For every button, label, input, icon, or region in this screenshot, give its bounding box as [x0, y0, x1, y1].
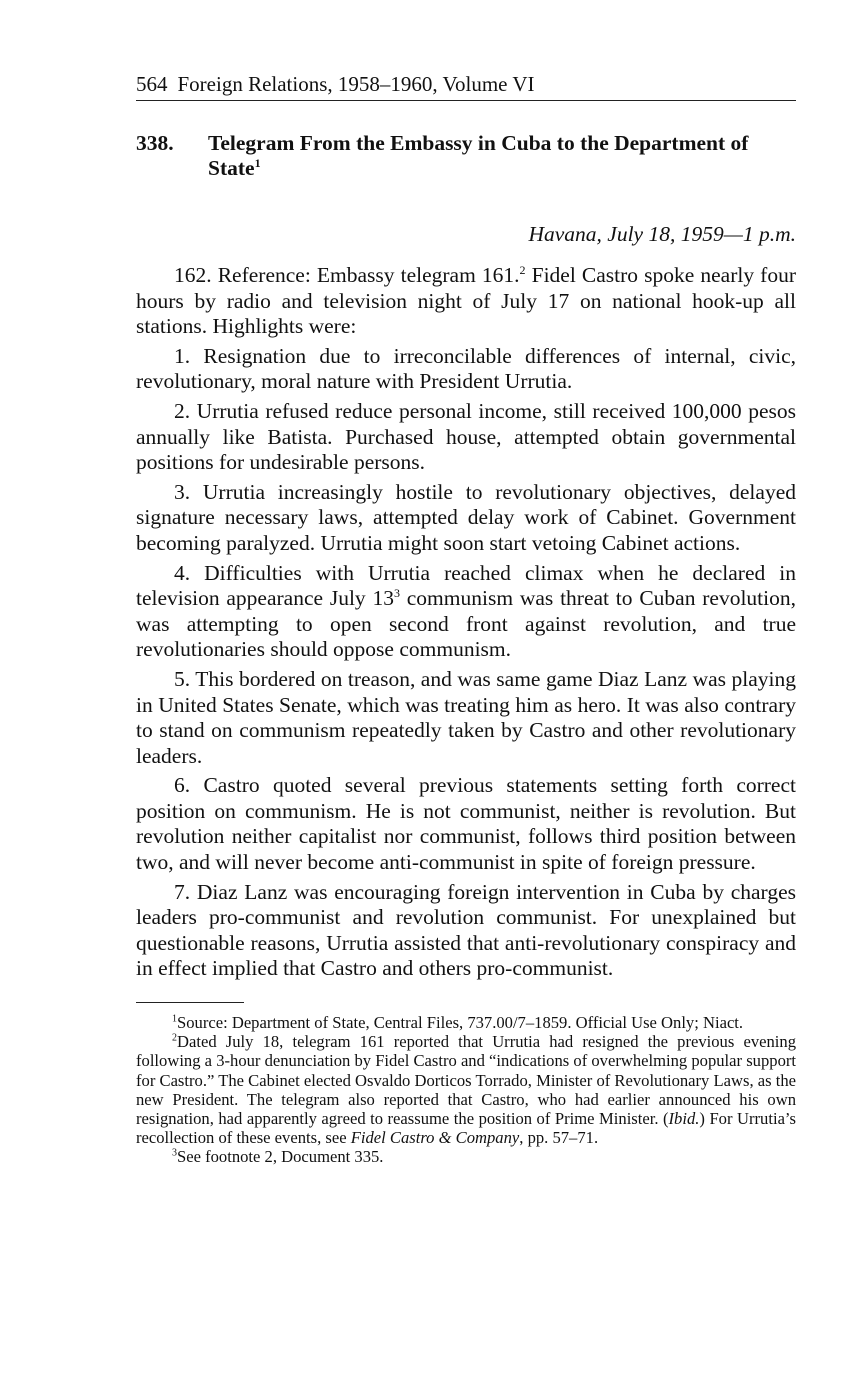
document-title [208, 131, 796, 181]
highlight-paragraph-5: 5. This bordered on treason, and was same game Diaz Lanz was playing in United States Senate, which was treating him as hero. It was also contrary to stand on communism repeatedly taken by Castro and other revolutionary leaders. [136, 666, 796, 768]
p4-text-a: 4. Difficulties with Urrutia reached climax when he declared in television appearance July 13 [136, 560, 796, 611]
running-head [136, 70, 796, 101]
footnote-ref-1[interactable]: 1 [254, 155, 261, 170]
footnote-3-text: See footnote 2, Document 335. [177, 1147, 384, 1167]
highlight-paragraph-2: 2. Urrutia refused reduce personal income, still received 100,000 pesos annually like Batista. Purchased house, attempted obtain governmental positions for undesirable persons. [136, 398, 796, 475]
highlight-paragraph-1: 1. Resignation due to irreconcilable differences of internal, civic, revolutionary, moral nature with President Urrutia. [136, 343, 796, 394]
highlight-paragraph-3: 3. Urrutia increasingly hostile to revolutionary objectives, delayed signature necessary laws, attempted delay work of Cabinet. Government becoming paralyzed. Urrutia might soon start vetoing Cabinet actions. [136, 479, 796, 555]
footnote-2 [136, 1032, 796, 1147]
footnote-1-text: Source: Department of State, Central Files, 737.00/7–1859. Official Use Only; Niact. [177, 1013, 744, 1033]
page-number: 564 [136, 72, 168, 96]
footnote-1 [136, 1013, 796, 1032]
footnote-2-ibid: Ibid. [668, 1109, 700, 1129]
footnote-2-text-b: ) For Urrutia’s recollection of these events, see [136, 1109, 797, 1148]
footnote-ref-2[interactable]: 2 [519, 262, 526, 277]
series-title: Foreign Relations, 1958–1960, Volume VI [177, 72, 535, 96]
p4-text-b: communism was threat to Cuban revolution, was attempting to open second front against revolution, and true revolutionaries should oppose communism. [136, 586, 796, 662]
document-page [136, 70, 796, 1167]
footnote-divider [136, 1002, 244, 1003]
footnote-1-mark: 1 [172, 1013, 177, 1025]
footnote-ref-3[interactable]: 3 [393, 585, 400, 600]
intro-paragraph [136, 263, 796, 340]
telegram-body [136, 263, 796, 982]
document-number: 338. [136, 131, 174, 155]
highlight-paragraph-6: 6. Castro quoted several previous statements setting forth correct position on communism. He is not communist, neither is revolution. But revolution neither capitalist nor communist, follows third position between two, and will never become anti-communist in spite of foreign pressure. [136, 773, 796, 875]
intro-text-a: 162. Reference: Embassy telegram 161. [174, 263, 520, 287]
footnote-3 [136, 1147, 796, 1166]
footnote-2-text-c: , pp. 57–71. [519, 1128, 599, 1148]
footnotes [136, 1013, 796, 1167]
footnote-2-mark: 2 [172, 1032, 177, 1044]
document-title-text: Telegram From the Embassy in Cuba to the Department of State [208, 131, 749, 180]
dateline: Havana, July 18, 1959—1 p.m. [528, 222, 796, 246]
footnote-2-text-a: Dated July 18, telegram 161 reported that Urrutia had resigned the previous evening following a 3-hour denunciation by Fidel Castro and “indications of overwhelming popular support for Castro.” The Cabinet elected Osvaldo Dorticos Torrado, Minister of Revolutionary Laws, as the new President. The telegram also reported that Castro, who had earlier announced his own resignation, had apparently agreed to reassume the position of Prime Minister. ( [136, 1032, 796, 1129]
highlight-paragraph-7: 7. Diaz Lanz was encouraging foreign intervention in Cuba by charges leaders pro-communist and revolution communist. For unexplained but questionable reasons, Urrutia assisted that anti-revolutionary conspiracy and in effect implied that Castro and others pro-communist. [136, 879, 796, 981]
footnote-2-book-title: Fidel Castro & Company [350, 1128, 520, 1148]
highlight-paragraph-4 [136, 561, 796, 663]
document-heading [136, 131, 796, 181]
footnote-3-mark: 3 [172, 1147, 177, 1159]
intro-text-b: Fidel Castro spoke nearly four hours by radio and television night of July 17 on national hook-up all stations. Highlights were: [136, 263, 796, 339]
